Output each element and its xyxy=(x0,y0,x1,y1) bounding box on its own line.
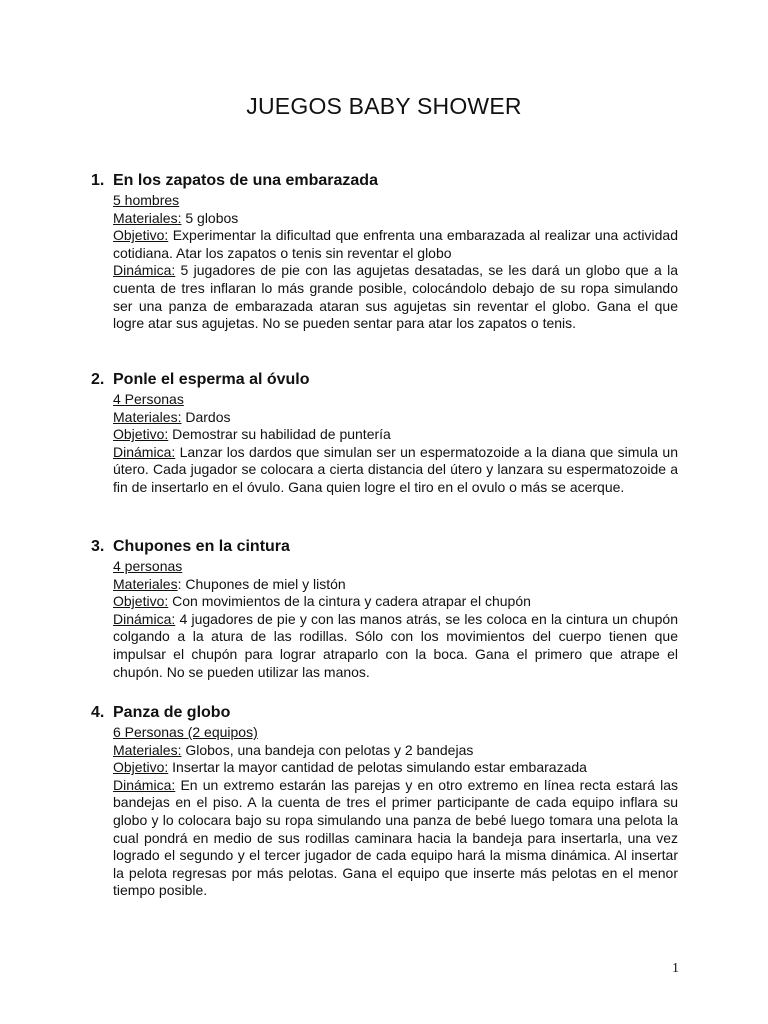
dynamics-line xyxy=(113,611,678,681)
objective-label: Objetivo: xyxy=(113,426,169,443)
materials-line xyxy=(113,742,678,760)
objective-label: Objetivo: xyxy=(113,227,169,244)
dynamics-label: Dinámica: xyxy=(113,262,176,279)
players-text: 6 Personas (2 equipos) xyxy=(113,724,258,740)
materials-text: Dardos xyxy=(181,408,231,425)
dynamics-line xyxy=(113,777,678,900)
game-heading xyxy=(91,703,678,723)
game-heading xyxy=(91,370,678,390)
objective-line xyxy=(113,593,678,611)
dynamics-label: Dinámica: xyxy=(113,776,176,793)
game-heading xyxy=(91,171,678,191)
game-number: 4. xyxy=(91,704,105,721)
game-name: Ponle el esperma al óvulo xyxy=(113,371,310,388)
materials-line xyxy=(113,210,678,228)
objective-label: Objetivo: xyxy=(113,759,169,776)
game-name: En los zapatos de una embarazada xyxy=(113,172,378,189)
dynamics-line xyxy=(113,262,678,332)
materials-label: Materiales xyxy=(113,575,178,592)
players-line xyxy=(113,192,678,210)
game-body xyxy=(113,724,678,900)
objective-text: Demostrar su habilidad de puntería xyxy=(168,426,391,443)
dynamics-text: Lanzar los dardos que simulan ser un espermatozoide a la diana que simula un útero. Cada jugador se colocara a cierta distancia del útero y lanzara su espermatozoide a fin de insertarlo en el óvulo. Gana quien logre el tiro en el ovulo o más se acerque. xyxy=(113,443,678,495)
game-heading xyxy=(91,537,678,557)
materials-text: : Chupones de miel y listón xyxy=(177,575,346,592)
game-section-3 xyxy=(91,537,678,681)
dynamics-label: Dinámica: xyxy=(113,443,176,460)
objective-line xyxy=(113,759,678,777)
document-title: JUEGOS BABY SHOWER xyxy=(246,93,522,119)
players-text: 4 Personas xyxy=(113,391,184,407)
objective-line xyxy=(113,426,678,444)
objective-text: Insertar la mayor cantidad de pelotas simulando estar embarazada xyxy=(168,759,587,776)
game-number: 3. xyxy=(91,538,105,555)
page-number: 1 xyxy=(672,961,679,976)
objective-text: Con movimientos de la cintura y cadera atrapar el chupón xyxy=(168,593,531,610)
dynamics-line xyxy=(113,444,678,497)
dynamics-text: 5 jugadores de pie con las agujetas desatadas, se les dará un globo que a la cuenta de tres inflaran lo más grande posible, colocándolo debajo de su ropa simulando ser una panza de embarazada ataran sus agujetas sin reventar el globo. Gana el que logre atar sus agujetas. No se pueden sentar para atar los zapatos o tenis. xyxy=(113,262,678,332)
dynamics-label: Dinámica: xyxy=(113,610,176,627)
materials-label: Materiales: xyxy=(113,741,182,758)
players-line xyxy=(113,724,678,742)
game-number: 2. xyxy=(91,371,105,388)
game-section-4 xyxy=(91,703,678,900)
dynamics-text: 4 jugadores de pie y con las manos atrás, se les coloca en la cintura un chupón colgando a la atura de las rodillas. Sólo con los movimientos del cuerpo tienen que impulsar el chupón para lograr atraparlo con la boca. Gana el primero que atrape el chupón. No se pueden utilizar las manos. xyxy=(113,610,678,680)
materials-label: Materiales: xyxy=(113,209,182,226)
objective-text: Experimentar la dificultad que enfrenta una embarazada al realizar una actividad cotidiana. Atar los zapatos o tenis sin reventar el globo xyxy=(113,227,678,261)
players-line xyxy=(113,391,678,409)
materials-line xyxy=(113,409,678,427)
objective-label: Objetivo: xyxy=(113,593,169,610)
materials-label: Materiales: xyxy=(113,408,182,425)
game-name: Chupones en la cintura xyxy=(113,538,290,555)
game-name: Panza de globo xyxy=(113,704,231,721)
players-text: 4 personas xyxy=(113,558,183,574)
game-section-2 xyxy=(91,370,678,497)
objective-line xyxy=(113,227,678,262)
game-body xyxy=(113,558,678,681)
materials-text: Globos, una bandeja con pelotas y 2 bandejas xyxy=(181,741,474,758)
players-line xyxy=(113,558,678,576)
players-text: 5 hombres xyxy=(113,192,180,208)
game-section-1 xyxy=(91,171,678,333)
materials-text: 5 globos xyxy=(181,209,239,226)
dynamics-text: En un extremo estarán las parejas y en otro extremo en línea recta estará las bandejas en el piso. A la cuenta de tres el primer participante de cada equipo inflara su globo y lo colocara bajo su ropa simulando una panza de bebé luego tomara una pelota la cual pondrá en medio de sus rodillas caminara hacia la bandeja para insertarla, una vez logrado el segundo y el tercer jugador de cada equipo hará la misma dinámica. Al insertar la pelota regresas por más pelotas. Gana el equipo que inserte más pelotas en el menor tiempo posible. xyxy=(113,776,678,899)
game-body xyxy=(113,192,678,333)
game-body xyxy=(113,391,678,497)
materials-line xyxy=(113,576,678,594)
game-number: 1. xyxy=(91,172,105,189)
